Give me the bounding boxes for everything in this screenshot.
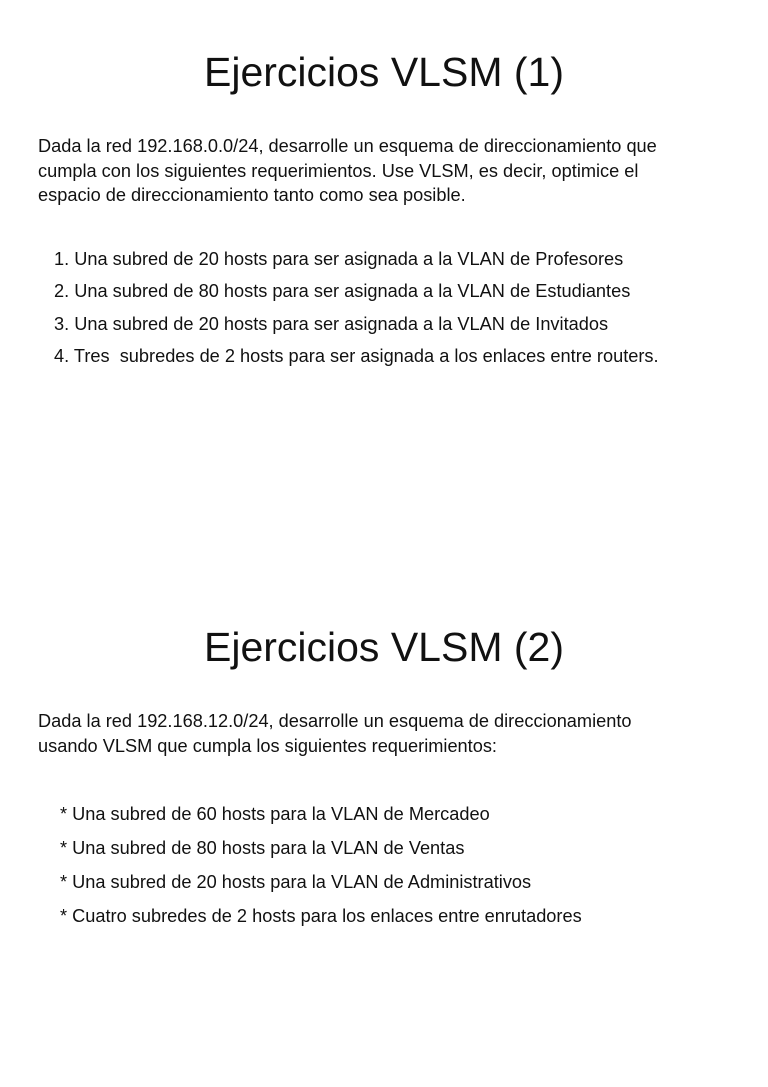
intro-line: usando VLSM que cumpla los siguientes requerimientos:: [38, 735, 497, 756]
slide-title: Ejercicios VLSM (2): [204, 624, 564, 670]
list-item: * Una subred de 80 hosts para la VLAN de Ventas: [60, 838, 465, 858]
list-item: 2. Una subred de 80 hosts para ser asignada a la VLAN de Estudiantes: [54, 281, 631, 302]
list-item: 1. Una subred de 20 hosts para ser asignada a la VLAN de Profesores: [54, 249, 624, 269]
list-item: 4. Tres subredes de 2 hosts para ser asignada a los enlaces entre routers.: [54, 345, 659, 366]
intro-line: espacio de direccionamiento tanto como sea posible.: [38, 185, 466, 205]
list-item: * Una subred de 60 hosts para la VLAN de Mercadeo: [60, 804, 490, 824]
slide-title: Ejercicios VLSM (1): [204, 49, 564, 95]
intro-line: Dada la red 192.168.12.0/24, desarrolle un esquema de direccionamiento: [38, 711, 632, 731]
slide-1: [0, 0, 768, 512]
list-item: * Cuatro subredes de 2 hosts para los enlaces entre enrutadores: [60, 906, 582, 926]
slide-intro: [38, 709, 738, 758]
slide-intro: [38, 134, 738, 208]
intro-line: cumpla con los siguientes requerimientos. Use VLSM, es decir, optimice el: [38, 160, 639, 181]
list-item: 3. Una subred de 20 hosts para ser asignada a la VLAN de Invitados: [54, 313, 609, 334]
requirements-list: [54, 247, 659, 376]
requirements-list: [60, 802, 582, 938]
intro-line: Dada la red 192.168.0.0/24, desarrolle un esquema de direccionamiento que: [38, 136, 657, 156]
slide-2: [0, 575, 768, 1087]
list-item: * Una subred de 20 hosts para la VLAN de Administrativos: [60, 872, 532, 892]
